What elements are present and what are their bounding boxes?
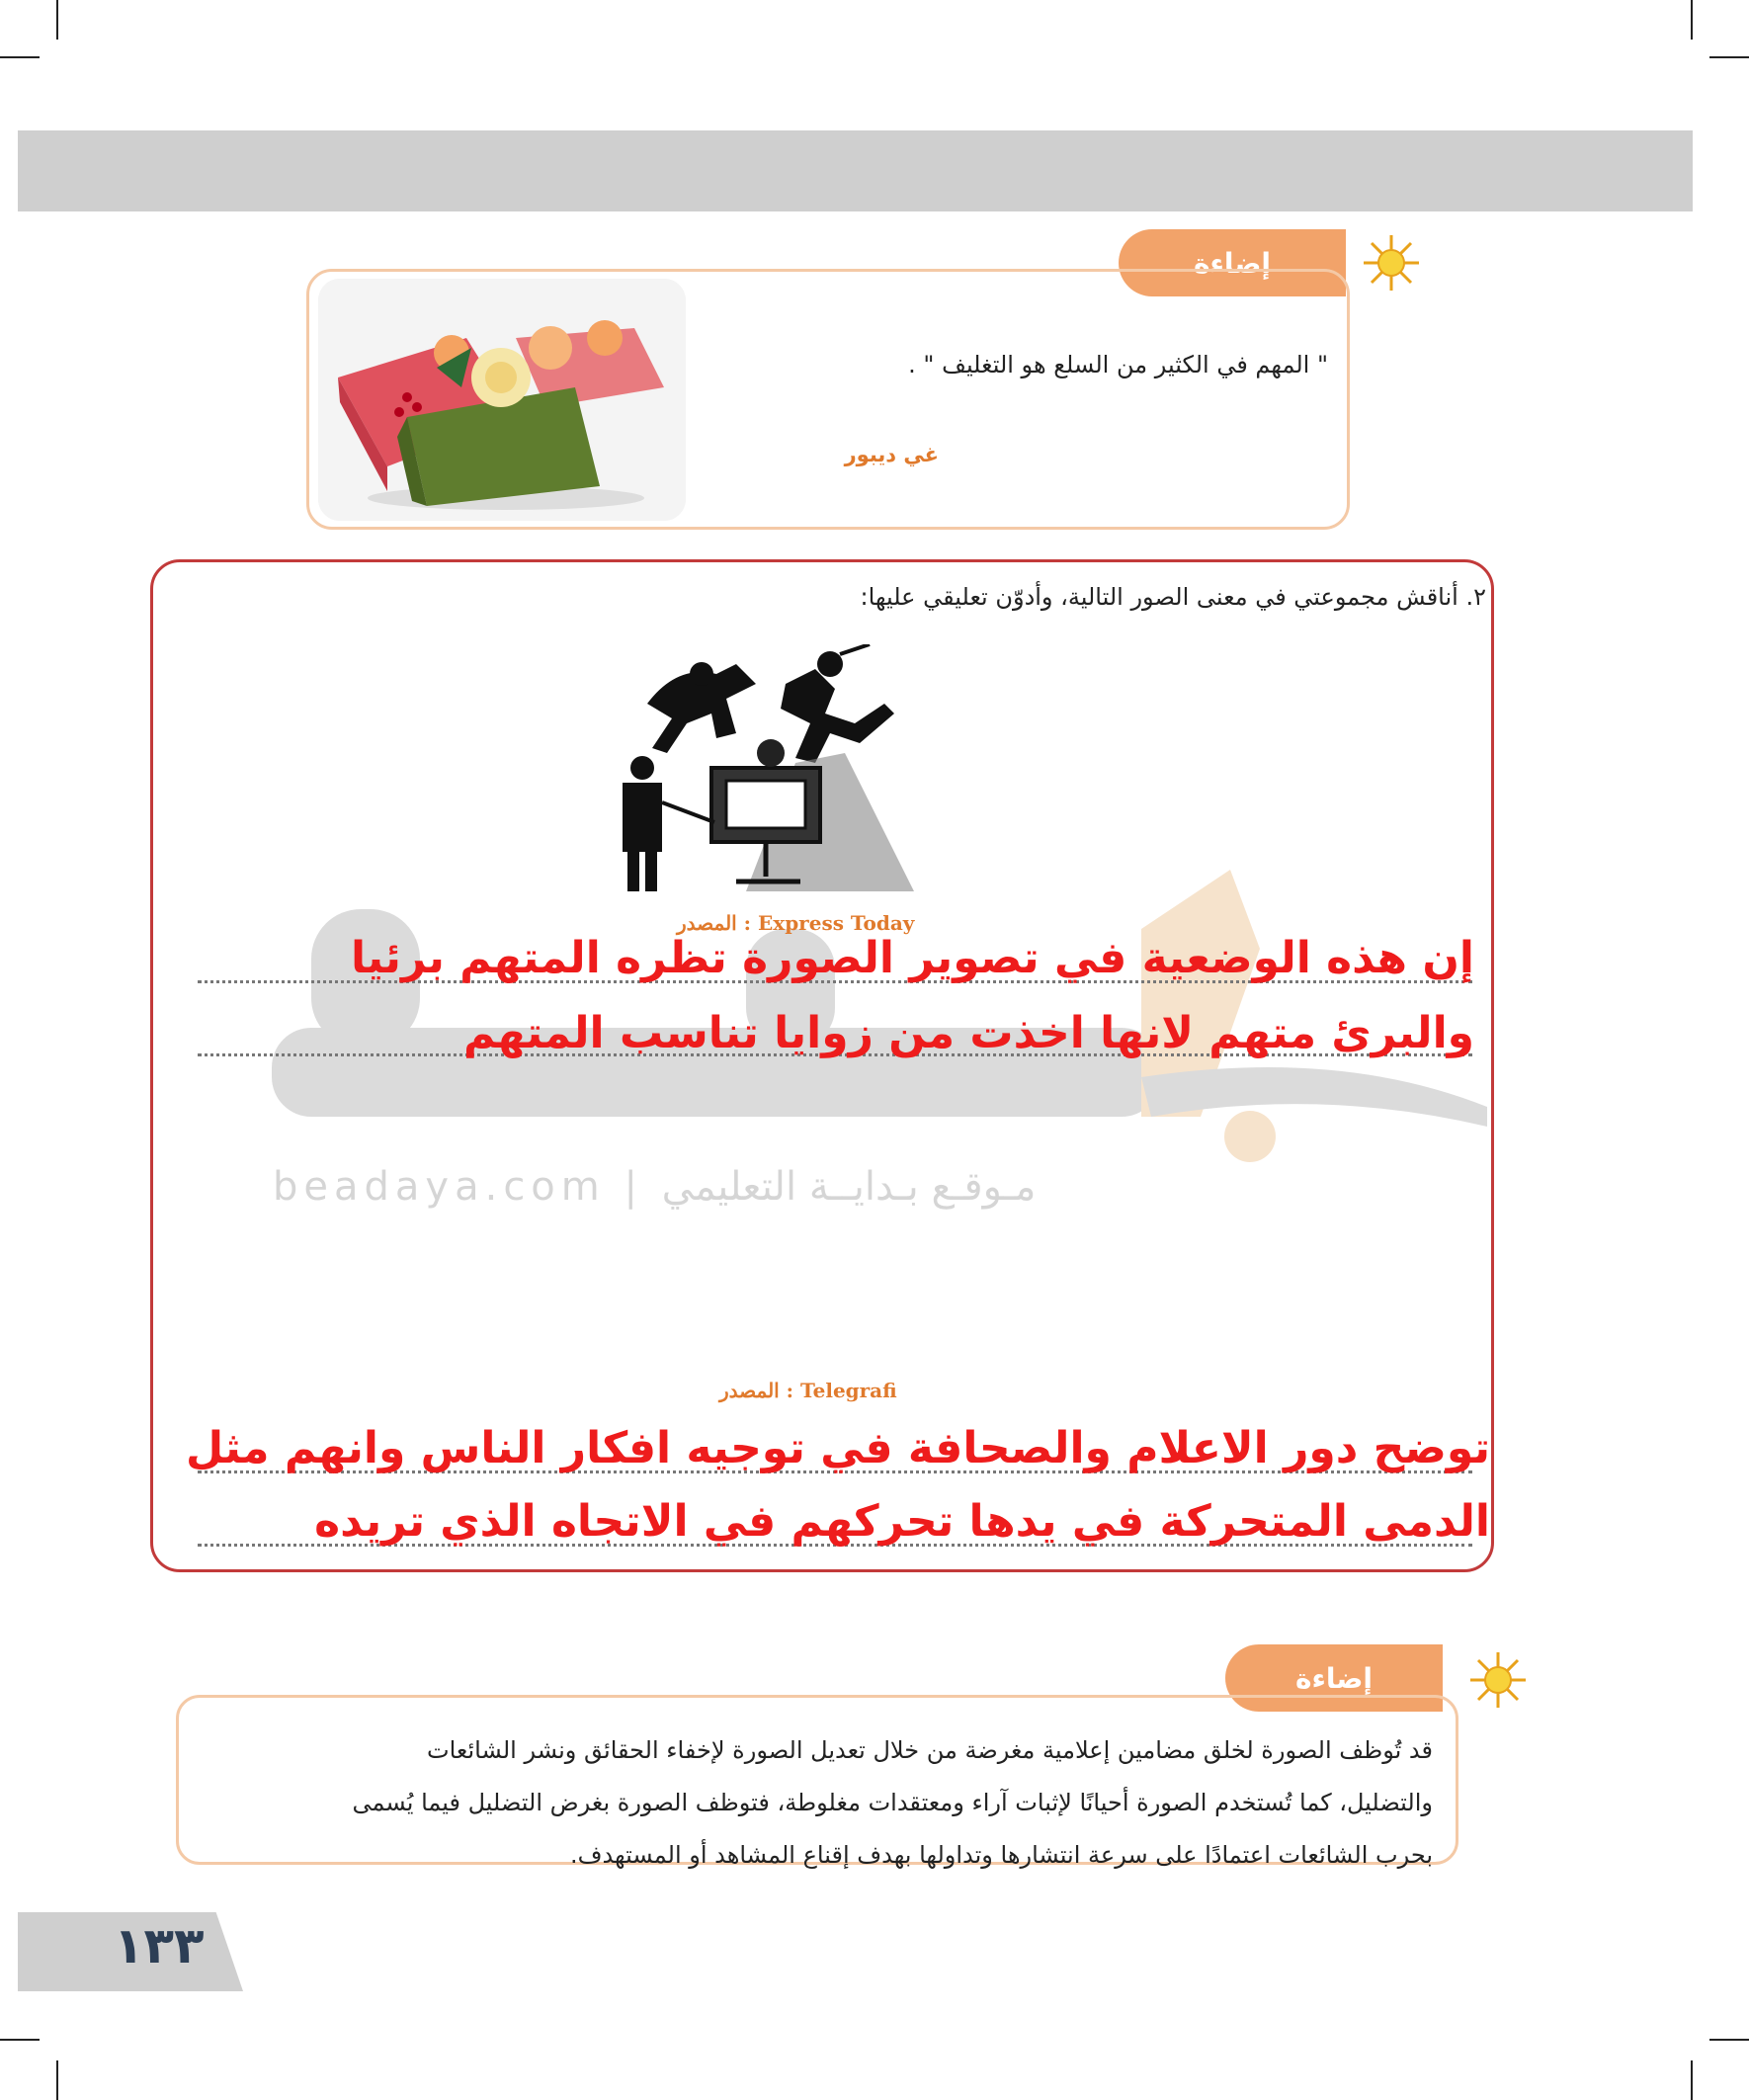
crop-mark <box>1709 2039 1749 2041</box>
sun-icon <box>1466 1648 1530 1712</box>
watermark-text: beadaya.com | مـوقـع بـدايــة التعليمي <box>273 1164 1037 1210</box>
sun-icon <box>1360 231 1423 294</box>
answer-2-line-1[interactable]: توضح دور الاعلام والصحافة في توجيه افكار الناس وانهم مثل <box>186 1423 1490 1473</box>
gift-image <box>318 279 686 521</box>
answer-2-line-2[interactable]: الدمى المتحركة في يدها تحركهم في الاتجاه الذي تريده <box>314 1496 1490 1547</box>
highlight-paragraph-line: بحرب الشائعات اعتمادًا على سرعة انتشارها وتداولها بهدف إقناع المشاهد أو المستهدف. <box>569 1841 1433 1869</box>
quote-text: " المهم في الكثير من السلع هو التغليف " . <box>908 351 1328 378</box>
crop-mark <box>1691 0 1693 40</box>
highlight-label: إضاءة <box>1295 1661 1374 1695</box>
image2-source: المصدر : Telegrafi <box>719 1379 897 1402</box>
crop-mark <box>0 56 40 58</box>
crop-mark <box>1691 2060 1693 2100</box>
crop-mark <box>56 2060 58 2100</box>
highlight-paragraph-line: قد تُوظف الصورة لخلق مضامين إعلامية مغرضة من خلال تعديل الصورة لإخفاء الحقائق ونشر الشائعات <box>426 1736 1433 1764</box>
highlight-label: إضاءة <box>1194 246 1272 280</box>
crop-mark <box>1709 56 1749 58</box>
header-band <box>18 130 1693 211</box>
cartoon-image <box>588 644 954 896</box>
crop-mark <box>56 0 58 40</box>
crop-mark <box>0 2039 40 2041</box>
answer-1-line-1[interactable]: إن هذه الوضعية في تصوير الصورة تظره المتهم برئيا <box>350 933 1474 983</box>
page-number: ١٣٣ <box>114 1917 205 1974</box>
highlight-paragraph-line: والتضليل، كما تُستخدم الصورة أحيانًا لإثبات آراء ومعتقدات مغلوطة، فتوظف الصورة بغرض التضليل فيما يُسمى <box>352 1789 1433 1816</box>
exercise-prompt: ٢. أناقش مجموعتي في معنى الصور التالية، وأدوّن تعليقي عليها: <box>860 583 1486 611</box>
quote-author: غي ديبور <box>844 443 939 466</box>
answer-1-line-2[interactable]: والبرئ متهم لانها اخذت من زوايا تناسب المتهم <box>463 1008 1474 1058</box>
image1-source: المصدر : Express Today <box>677 911 915 935</box>
